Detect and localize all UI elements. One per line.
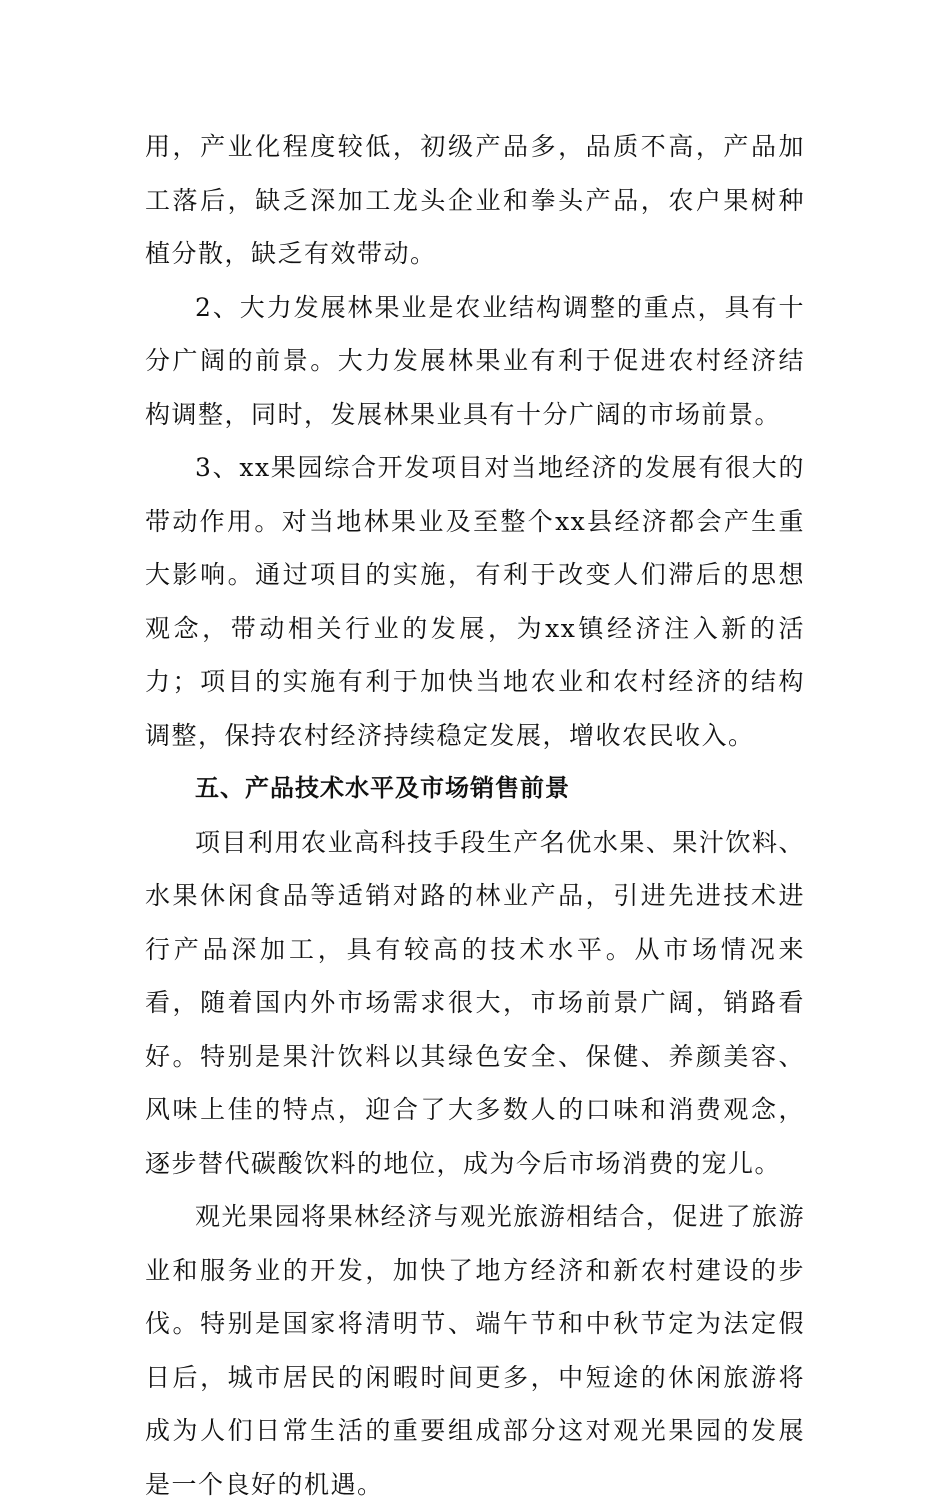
paragraph-sightseeing-orchard: 观光果园将果林经济与观光旅游相结合，促进了旅游业和服务业的开发，加快了地方经济和新农村建设的步伐。特别是国家将清明节、端午节和中秋节定为法定假日后，城市居民的闲暇时间更多，中短途的休闲旅游将成为人们日常生活的重要组成部分这对观光果园的发展是一个良好的机遇。 <box>145 1202 805 1499</box>
paragraph-continuation: 用，产业化程度较低，初级产品多，品质不高，产品加工落后，缺乏深加工龙头企业和拳头产品，农户果树种植分散，缺乏有效带动。 <box>145 132 805 268</box>
section-heading: 五、产品技术水平及市场销售前景 <box>195 774 570 802</box>
document-page <box>145 120 805 1511</box>
paragraph-technology-market: 项目利用农业高科技手段生产名优水果、果汁饮料、水果休闲食品等适销对路的林业产品，引进先进技术进行产品深加工，具有较高的技术水平。从市场情况来看，随着国内外市场需求很大，市场前景广阔，销路看好。特别是果汁饮料以其绿色安全、保健、养颜美容、风味上佳的特点，迎合了大多数人的口味和消费观念，逐步替代碳酸饮料的地位，成为今后市场消费的宠儿。 <box>145 827 805 1178</box>
paragraph-point-2: 2、大力发展林果业是农业结构调整的重点，具有十分广阔的前景。大力发展林果业有利于促进农村经济结构调整，同时，发展林果业具有十分广阔的市场前景。 <box>145 292 805 429</box>
paragraph-point-3: 3、xx果园综合开发项目对当地经济的发展有很大的带动作用。对当地林果业及至整个xx县经济都会产生重大影响。通过项目的实施，有利于改变人们滞后的思想观念，带动相关行业的发展，为xx镇经济注入新的活力；项目的实施有利于加快当地农业和农村经济的结构调整，保持农村经济持续稳定发展，增收农民收入。 <box>145 453 805 750</box>
